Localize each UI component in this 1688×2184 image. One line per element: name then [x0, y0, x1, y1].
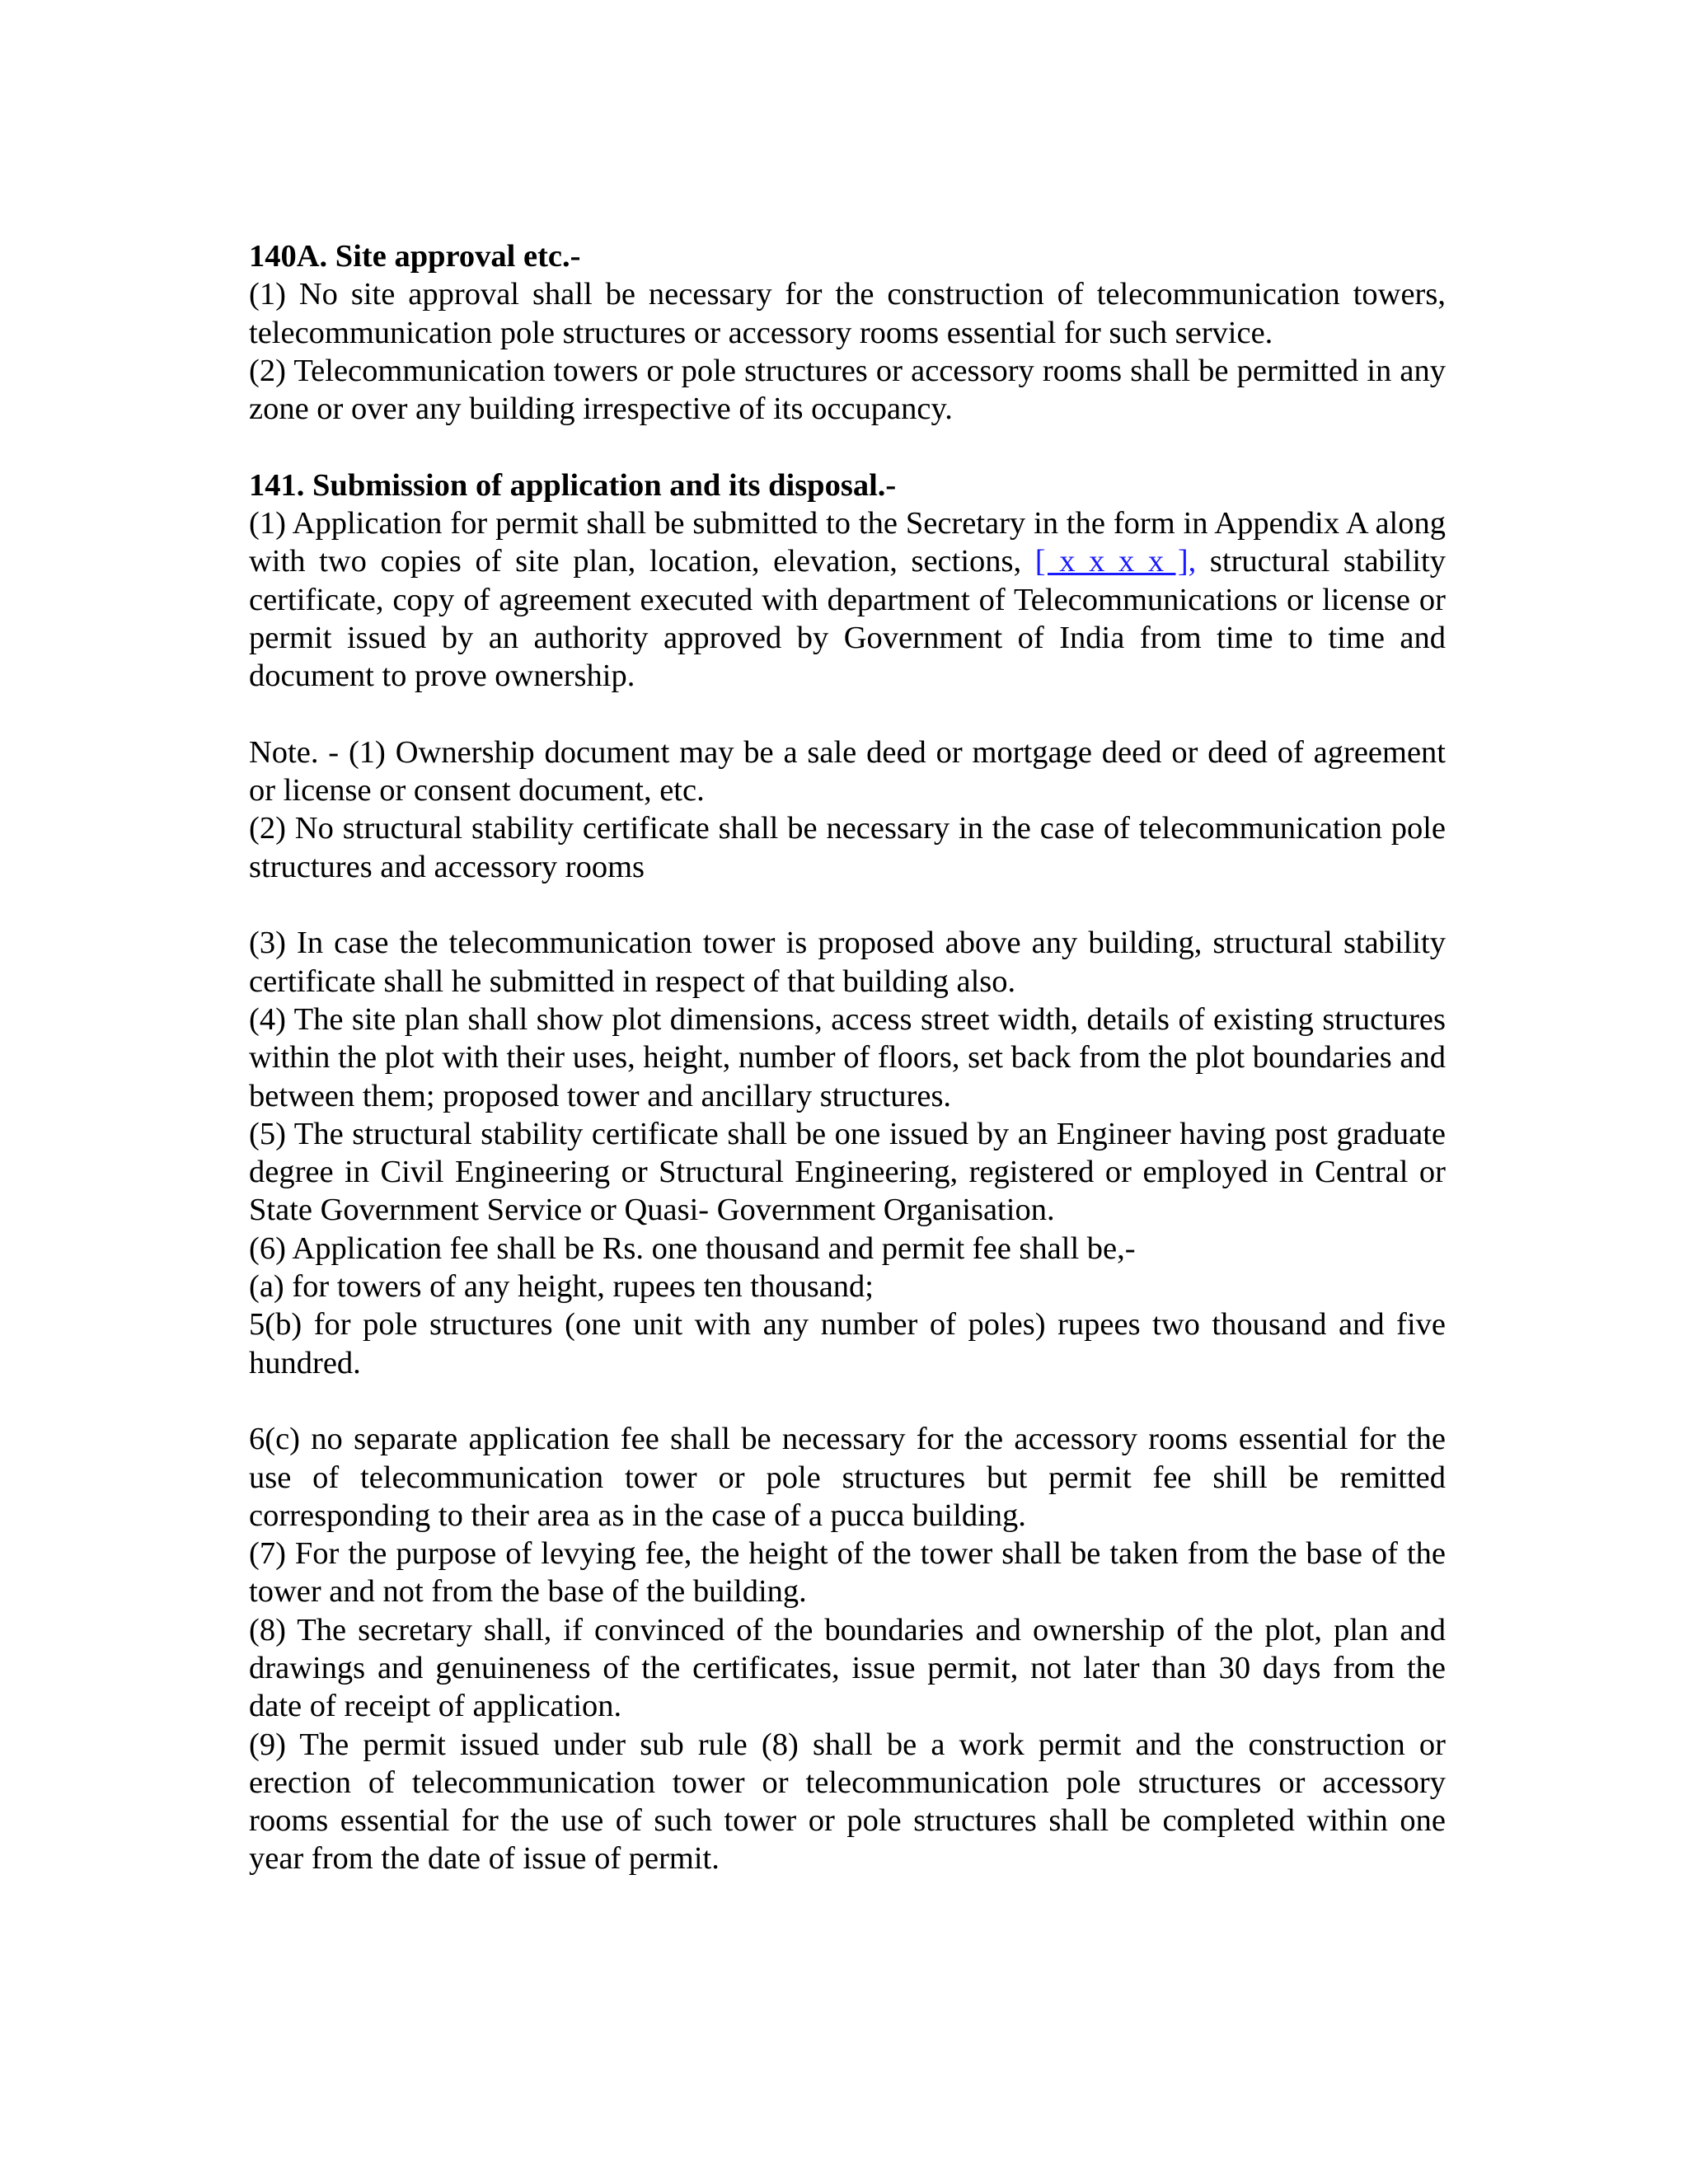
- paragraph-141-6a: (a) for towers of any height, rupees ten thousand;: [249, 1269, 874, 1305]
- paragraph-141-8: (8) The secretary shall, if convinced of the boundaries and ownership of the plot, plan and drawings and genuineness of the certificates, issue permit, not later than 30 days from the date of receipt of application.: [249, 1612, 1446, 1724]
- section-heading-141: 141. Submission of application and its disposal.-: [249, 467, 897, 503]
- paragraph-140a-1: (1) No site approval shall be necessary for the construction of telecommunication towers, telecommunication pole structures or accessory rooms essential for such service.: [249, 277, 1446, 350]
- spacer: [249, 428, 1446, 466]
- paragraph-140a-2: (2) Telecommunication towers or pole structures or accessory rooms shall be permitted in any zone or over any building irrespective of its occupancy.: [249, 353, 1446, 427]
- spacer: [249, 1382, 1446, 1420]
- paragraph-141-7: (7) For the purpose of levying fee, the height of the tower shall be taken from the base of the tower and not from the base of the building.: [249, 1536, 1446, 1610]
- paragraph-141-1: [249, 504, 1446, 695]
- paragraph-141-5: (5) The structural stability certificate shall be one issued by an Engineer having post graduate degree in Civil Engineering or Structural Engineering, registered or employed in Central or State Government Service or Quasi- Government Organisation.: [249, 1116, 1446, 1228]
- paragraph-141-1-text-b: structural stability certificate, copy of agreement executed with department of Telecommunications or license or permit issued by an authority approved by Government of India from time to time and document to prove ownership.: [249, 544, 1446, 694]
- note-1: Note. - (1) Ownership document may be a sale deed or mortgage deed or deed of agreement or license or consent document, etc.: [249, 734, 1446, 808]
- paragraph-141-3: (3) In case the telecommunication tower is proposed above any building, structural stability certificate shall he submitted in respect of that building also.: [249, 926, 1446, 999]
- note-2: (2) No structural stability certificate shall be necessary in the case of telecommunication pole structures and accessory rooms: [249, 811, 1446, 884]
- paragraph-141-4: (4) The site plan shall show plot dimensions, access street width, details of existing structures within the plot with their uses, height, number of floors, set back from the plot boundaries and between them; proposed tower and ancillary structures.: [249, 1001, 1446, 1113]
- spacer: [249, 886, 1446, 924]
- paragraph-141-6b: 5(b) for pole structures (one unit with any number of poles) rupees two thousand and five hundred.: [249, 1307, 1446, 1380]
- spacer: [249, 696, 1446, 733]
- document-body: [249, 237, 1446, 1878]
- paragraph-141-1-text-a: (1) Application for permit shall be submitted to the Secretary in the form in Appendix A along with two copies of site plan, location, elevation, sections,: [249, 506, 1446, 579]
- paragraph-141-9: (9) The permit issued under sub rule (8) shall be a work permit and the construction or erection of telecommunication tower or telecommunication pole structures or accessory rooms essential for the use of such tower or pole structures shall be completed within one year from the date of issue of permit.: [249, 1727, 1446, 1877]
- section-heading-140a: 140A. Site approval etc.-: [249, 239, 581, 274]
- paragraph-141-6: (6) Application fee shall be Rs. one thousand and permit fee shall be,-: [249, 1230, 1136, 1266]
- omitted-text-link[interactable]: [ x x x x ],: [1034, 544, 1197, 579]
- paragraph-141-6c: 6(c) no separate application fee shall be necessary for the accessory rooms essential for the use of telecommunication tower or pole structures but permit fee shill be remitted corresponding to their area as in the case of a pucca building.: [249, 1422, 1446, 1533]
